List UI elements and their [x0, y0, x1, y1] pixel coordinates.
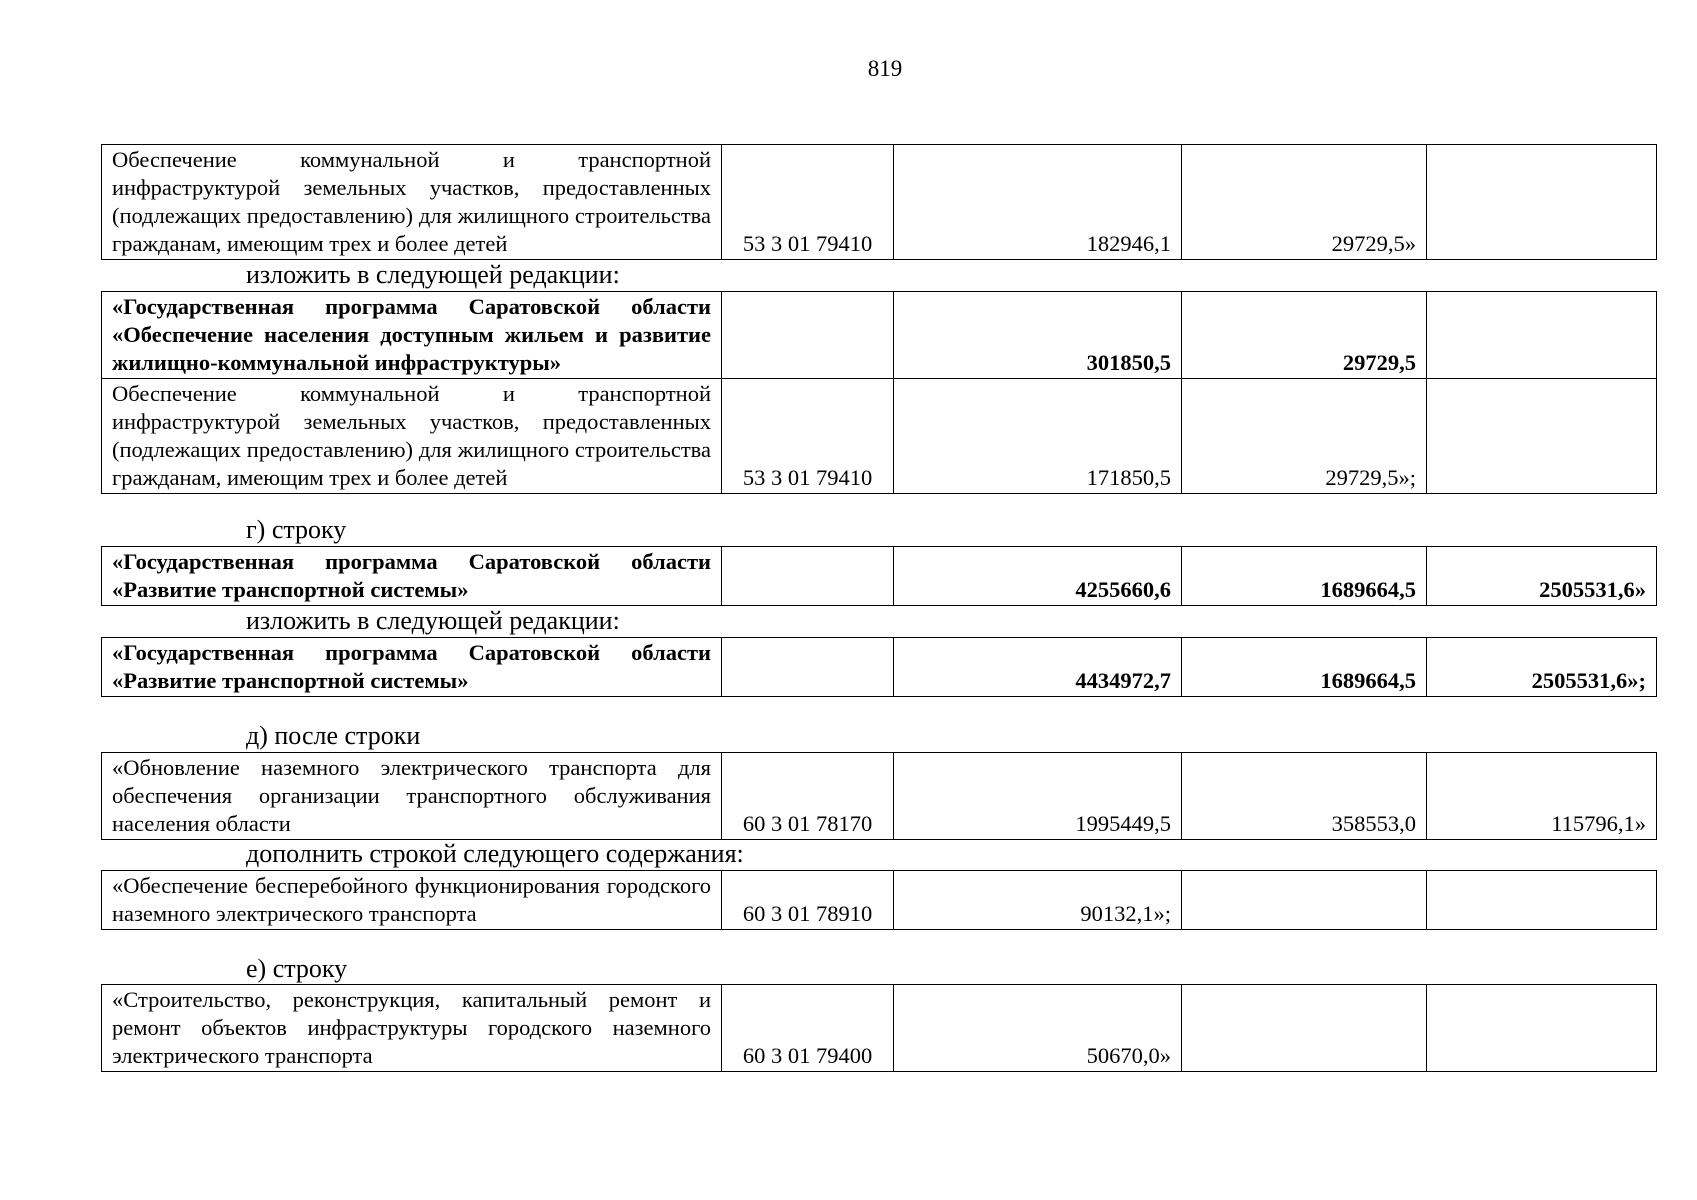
- table-row: [102, 145, 1657, 260]
- row-code: 60 3 01 78910: [722, 871, 894, 930]
- row-value-1: 1995449,5: [894, 753, 1182, 840]
- row-description: «Обеспечение бесперебойного функционирования городского наземного электрического транспорта: [102, 871, 722, 930]
- row-value-3: [1427, 292, 1657, 379]
- table-row: [102, 871, 1657, 930]
- row-description: Обеспечение коммунальной и транспортной инфраструктурой земельных участков, предоставленных (подлежащих предоставлению) для жилищного строительства гражданам, имеющим трех и более детей: [102, 379, 722, 494]
- row-value-2: [1182, 985, 1427, 1072]
- row-code: 53 3 01 79410: [722, 145, 894, 260]
- row-code: [722, 547, 894, 606]
- row-description: «Обновление наземного электрического транспорта для обеспечения организации транспортного обслуживания населения области: [102, 753, 722, 840]
- table-row: [102, 379, 1657, 494]
- row-value-1: 90132,1»;: [894, 871, 1182, 930]
- instruction-caption: е) строку: [246, 954, 348, 983]
- row-value-3: [1427, 379, 1657, 494]
- instruction-caption: г) строку: [246, 515, 347, 544]
- table-row: [102, 292, 1657, 379]
- row-value-3: 115796,1»: [1427, 753, 1657, 840]
- row-value-1: 182946,1: [894, 145, 1182, 260]
- row-code: [722, 292, 894, 379]
- row-code: 60 3 01 79400: [722, 985, 894, 1072]
- table-row: [102, 985, 1657, 1072]
- budget-table-5: [101, 752, 1657, 840]
- table-row: [102, 753, 1657, 840]
- row-description: «Государственная программа Саратовской области «Обеспечение населения доступным жильем и развитие жилищно-коммунальной инфраструктуры»: [102, 292, 722, 379]
- row-value-1: 50670,0»: [894, 985, 1182, 1072]
- row-value-3: 2505531,6»;: [1427, 638, 1657, 697]
- row-value-3: [1427, 145, 1657, 260]
- instruction-caption: дополнить строкой следующего содержания:: [246, 839, 744, 868]
- budget-table-7: [101, 984, 1657, 1072]
- row-code: 60 3 01 78170: [722, 753, 894, 840]
- budget-table-3: [101, 546, 1657, 606]
- budget-table-2: [101, 291, 1657, 494]
- instruction-caption: изложить в следующей редакции:: [246, 606, 620, 635]
- table-row: [102, 638, 1657, 697]
- row-description: «Государственная программа Саратовской области «Развитие транспортной системы»: [102, 547, 722, 606]
- row-value-3: [1427, 871, 1657, 930]
- row-value-2: 1689664,5: [1182, 638, 1427, 697]
- row-code: [722, 638, 894, 697]
- row-value-2: 29729,5: [1182, 292, 1427, 379]
- row-description: «Государственная программа Саратовской области «Развитие транспортной системы»: [102, 638, 722, 697]
- table-row: [102, 547, 1657, 606]
- page-number: 819: [867, 56, 903, 81]
- row-value-1: 301850,5: [894, 292, 1182, 379]
- budget-table-4: [101, 637, 1657, 697]
- row-description: «Строительство, реконструкция, капитальный ремонт и ремонт объектов инфраструктуры городского наземного электрического транспорта: [102, 985, 722, 1072]
- row-value-1: 4434972,7: [894, 638, 1182, 697]
- instruction-caption: д) после строки: [246, 721, 421, 750]
- row-description: Обеспечение коммунальной и транспортной инфраструктурой земельных участков, предоставленных (подлежащих предоставлению) для жилищного строительства гражданам, имеющим трех и более детей: [102, 145, 722, 260]
- row-value-1: 4255660,6: [894, 547, 1182, 606]
- row-value-3: [1427, 985, 1657, 1072]
- row-code: 53 3 01 79410: [722, 379, 894, 494]
- budget-table-1: [101, 144, 1657, 260]
- row-value-2: [1182, 871, 1427, 930]
- row-value-2: 358553,0: [1182, 753, 1427, 840]
- row-value-1: 171850,5: [894, 379, 1182, 494]
- row-value-2: 29729,5»;: [1182, 379, 1427, 494]
- row-value-2: 29729,5»: [1182, 145, 1427, 260]
- budget-table-6: [101, 870, 1657, 930]
- row-value-3: 2505531,6»: [1427, 547, 1657, 606]
- instruction-caption: изложить в следующей редакции:: [246, 260, 620, 289]
- row-value-2: 1689664,5: [1182, 547, 1427, 606]
